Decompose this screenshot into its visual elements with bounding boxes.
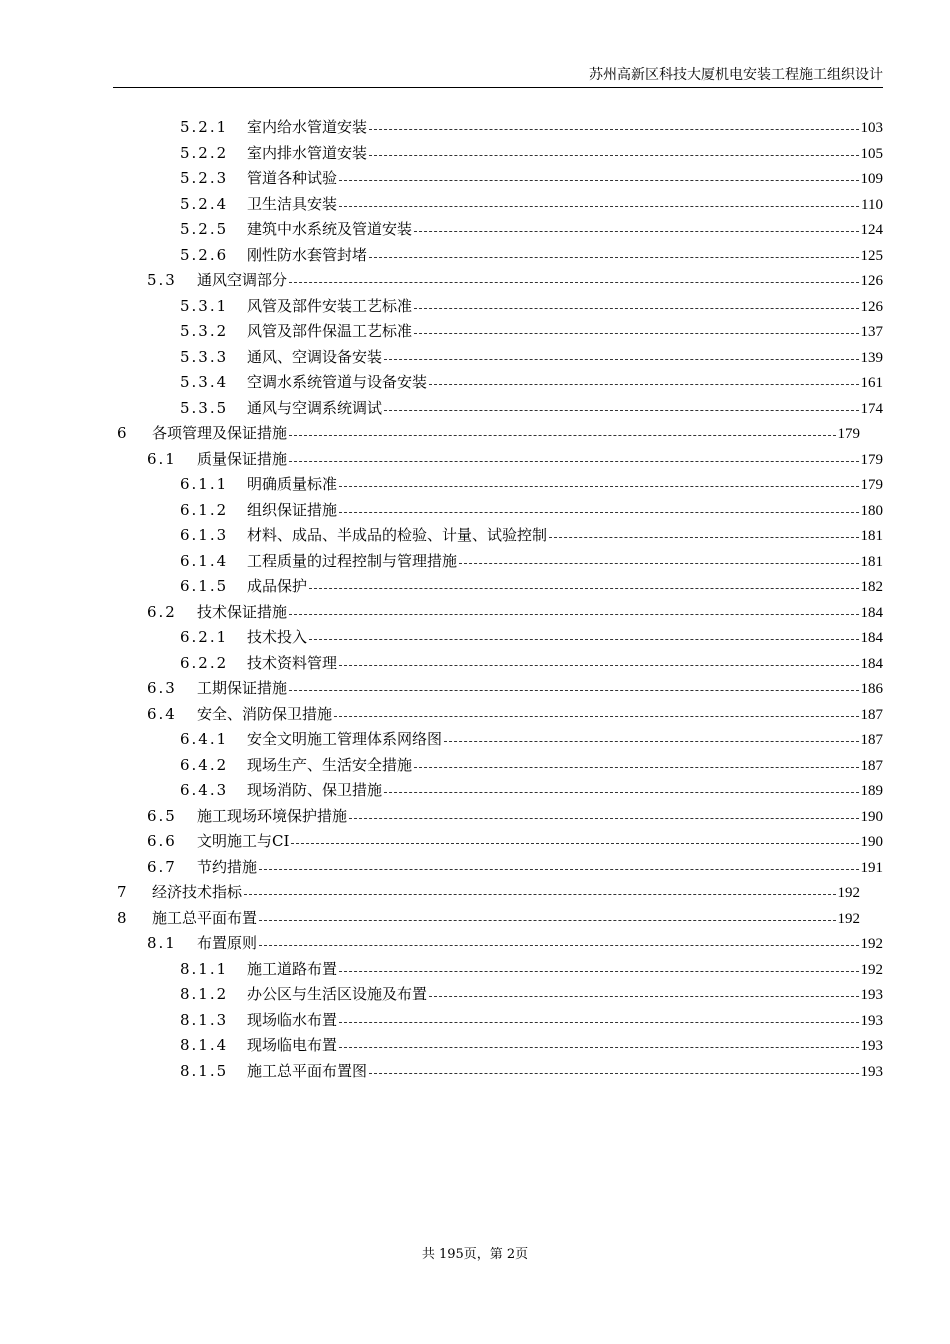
- page-footer: 共 195页，第 2页: [421, 1247, 529, 1262]
- toc-entry-title: 通风、空调设备安装: [247, 347, 383, 366]
- toc-entry-title: 施工总平面布置图: [247, 1061, 368, 1080]
- toc-entry[interactable]: [147, 830, 883, 852]
- toc-entry-number: 6.1: [147, 449, 177, 468]
- toc-entry[interactable]: [180, 550, 883, 572]
- toc-entry-page: 192: [860, 961, 883, 978]
- header-rule: [113, 87, 883, 88]
- toc-entry-page: 187: [860, 732, 883, 748]
- toc-entry-title: 空调水系统管道与设备安装: [247, 373, 428, 391]
- toc-entry-page: 193: [860, 987, 883, 1003]
- toc-entry-page: 179: [860, 477, 883, 493]
- toc-entry-page: 174: [860, 400, 883, 417]
- toc-entry[interactable]: [180, 754, 883, 776]
- toc-dot-leader: [414, 230, 858, 232]
- toc-entry-page: 193: [860, 1012, 883, 1029]
- toc-entry-title: 管道各种试验: [247, 169, 338, 187]
- toc-entry-page: 192: [837, 885, 860, 901]
- toc-entry-title: 室内给水管道安装: [247, 118, 368, 136]
- toc-entry-title: 风管及部件安装工艺标准: [247, 296, 413, 315]
- toc-entry[interactable]: [180, 575, 883, 597]
- toc-dot-leader: [334, 715, 858, 717]
- toc-entry-number: 6.6: [147, 832, 177, 850]
- toc-dot-leader: [309, 587, 858, 589]
- toc-entry-title: 布置原则: [197, 934, 258, 952]
- toc-entry-title: 安全文明施工管理体系网络图: [247, 730, 443, 748]
- toc-entry[interactable]: [147, 856, 883, 878]
- toc-entry-number: 5.3.5: [180, 398, 229, 417]
- toc-dot-leader: [414, 307, 858, 309]
- toc-entry-title: 现场临水布置: [247, 1010, 338, 1029]
- toc-entry-number: 6.4.3: [180, 781, 229, 799]
- toc-entry-number: 8.1.1: [180, 959, 229, 978]
- toc-entry[interactable]: [147, 601, 883, 623]
- toc-entry-page: 179: [860, 451, 883, 468]
- toc-entry-number: 6.4.2: [180, 755, 229, 774]
- toc-dot-leader: [309, 638, 858, 640]
- toc-entry[interactable]: [180, 167, 883, 189]
- toc-dot-leader: [289, 460, 858, 462]
- toc-dot-leader: [369, 154, 858, 156]
- toc-dot-leader: [369, 256, 858, 258]
- toc-entry-number: 5.2.3: [180, 169, 229, 187]
- toc-entry-page: 182: [860, 579, 883, 595]
- toc-entry[interactable]: [180, 116, 883, 138]
- toc-dot-leader: [289, 434, 835, 436]
- toc-entry-number: 5.3.1: [180, 296, 229, 315]
- toc-entry-number: 6.2.2: [180, 653, 229, 672]
- toc-entry[interactable]: [180, 346, 883, 368]
- toc-dot-leader: [339, 970, 858, 972]
- toc-entry[interactable]: [180, 244, 883, 266]
- toc-entry-title: 各项管理及保证措施: [152, 424, 288, 442]
- toc-entry-number: 5.2.5: [180, 220, 229, 238]
- toc-entry-title: 技术保证措施: [197, 602, 288, 621]
- toc-entry-title: 节约措施: [197, 857, 258, 876]
- toc-entry-title: 刚性防水套管封堵: [247, 245, 368, 264]
- toc-entry[interactable]: [180, 397, 883, 419]
- toc-entry[interactable]: [147, 932, 883, 954]
- toc-dot-leader: [414, 332, 858, 334]
- toc-entry-title: 卫生洁具安装: [247, 194, 338, 213]
- toc-entry[interactable]: [180, 1009, 883, 1031]
- toc-entry-number: 8.1.4: [180, 1036, 229, 1054]
- toc-entry-number: 6.2.1: [180, 628, 229, 646]
- toc-entry-title: 组织保证措施: [247, 500, 338, 519]
- toc-entry-title: 成品保护: [247, 577, 308, 595]
- toc-entry-page: 180: [860, 502, 883, 519]
- toc-dot-leader: [349, 817, 858, 819]
- toc-entry-number: 6.4.1: [180, 730, 229, 748]
- toc-entry-title: 技术资料管理: [247, 653, 338, 672]
- toc-dot-leader: [339, 664, 858, 666]
- toc-entry[interactable]: [180, 320, 883, 342]
- toc-dot-leader: [291, 842, 858, 844]
- toc-entry-number: 8.1.2: [180, 985, 229, 1003]
- toc-dot-leader: [549, 536, 858, 538]
- toc-entry-title: 风管及部件保温工艺标准: [247, 322, 413, 340]
- toc-entry-number: 5.3.2: [180, 322, 229, 340]
- toc-entry-page: 184: [860, 630, 883, 646]
- toc-entry-title: 现场临电布置: [247, 1036, 338, 1054]
- toc-entry-title: 室内排水管道安装: [247, 143, 368, 162]
- toc-entry-number: 5.3.3: [180, 347, 229, 366]
- toc-entry-title: 现场生产、生活安全措施: [247, 755, 413, 774]
- running-header: 苏州高新区科技大厦机电安装工程施工组织设计: [589, 67, 883, 83]
- toc-entry[interactable]: [117, 907, 860, 929]
- toc-entry[interactable]: [147, 448, 883, 470]
- toc-dot-leader: [429, 995, 858, 997]
- toc-entry-page: 184: [860, 604, 883, 621]
- toc-entry[interactable]: [147, 703, 883, 725]
- toc-entry-number: 6.3: [147, 679, 177, 697]
- toc-entry[interactable]: [117, 422, 860, 444]
- toc-entry-number: 6.5: [147, 806, 177, 825]
- toc-entry-number: 5.2.4: [180, 194, 229, 213]
- toc-entry-title: 工程质量的过程控制与管理措施: [247, 551, 458, 570]
- toc-dot-leader: [259, 868, 858, 870]
- toc-entry-number: 8.1: [147, 934, 177, 952]
- toc-entry[interactable]: [180, 295, 883, 317]
- toc-entry[interactable]: [180, 983, 883, 1005]
- toc-entry[interactable]: [147, 805, 883, 827]
- toc-entry-page: 190: [860, 808, 883, 825]
- toc-dot-leader: [339, 1021, 858, 1023]
- toc-dot-leader: [339, 1046, 858, 1048]
- toc-entry-number: 5.2.1: [180, 118, 229, 136]
- toc-entry-page: 109: [860, 171, 883, 187]
- toc-dot-leader: [414, 766, 858, 768]
- toc-entry-title: 施工总平面布置: [152, 908, 258, 927]
- toc-entry-page: 193: [860, 1038, 883, 1054]
- toc-entry-page: 103: [860, 120, 883, 136]
- toc-entry[interactable]: [180, 473, 883, 495]
- toc-entry[interactable]: [180, 499, 883, 521]
- toc-entry[interactable]: [180, 958, 883, 980]
- toc-dot-leader: [289, 613, 858, 615]
- toc-entry-title: 现场消防、保卫措施: [247, 781, 383, 799]
- toc-entry-number: 6.4: [147, 704, 177, 723]
- toc-dot-leader: [369, 1072, 858, 1074]
- toc-entry-page: 161: [860, 375, 883, 391]
- toc-entry[interactable]: [180, 142, 883, 164]
- toc-dot-leader: [339, 485, 858, 487]
- toc-dot-leader: [369, 128, 858, 130]
- toc-entry-page: 124: [860, 222, 883, 238]
- toc-dot-leader: [289, 281, 858, 283]
- toc-entry-number: 5.2.6: [180, 245, 229, 264]
- toc-entry[interactable]: [180, 779, 883, 801]
- toc-dot-leader: [384, 358, 858, 360]
- toc-entry-title: 建筑中水系统及管道安装: [247, 220, 413, 238]
- toc-entry-title: 施工现场环境保护措施: [197, 806, 348, 825]
- toc-entry-title: 通风空调部分: [197, 271, 288, 289]
- toc-dot-leader: [444, 740, 858, 742]
- toc-dot-leader: [289, 689, 858, 691]
- toc-entry[interactable]: [180, 728, 883, 750]
- toc-entry[interactable]: [147, 269, 883, 291]
- toc-entry-title: 材料、成品、半成品的检验、计量、试验控制: [247, 526, 548, 544]
- toc-entry-number: 6.1.5: [180, 577, 229, 595]
- toc-entry-number: 8.1.5: [180, 1061, 229, 1080]
- toc-entry-title: 安全、消防保卫措施: [197, 704, 333, 723]
- toc-dot-leader: [259, 944, 858, 946]
- toc-entry-number: 6.7: [147, 857, 177, 876]
- toc-dot-leader: [339, 179, 858, 181]
- toc-entry-number: 5.2.2: [180, 143, 229, 162]
- toc-entry[interactable]: [180, 1034, 883, 1056]
- toc-entry-page: 192: [837, 910, 860, 927]
- toc-entry-number: 6.1.1: [180, 475, 229, 493]
- toc-entry-title: 施工道路布置: [247, 959, 338, 978]
- toc-entry-page: 184: [860, 655, 883, 672]
- toc-entry-title: 技术投入: [247, 628, 308, 646]
- toc-entry[interactable]: [180, 652, 883, 674]
- toc-entry-page: 193: [860, 1063, 883, 1080]
- toc-entry-page: 181: [860, 553, 883, 570]
- toc-entry-title: 办公区与生活区设施及布置: [247, 985, 428, 1003]
- toc-entry-title: 通风与空调系统调试: [247, 398, 383, 417]
- toc-entry[interactable]: [180, 218, 883, 240]
- toc-dot-leader: [339, 511, 858, 513]
- toc-dot-leader: [244, 893, 835, 895]
- toc-dot-leader: [259, 919, 835, 921]
- toc-entry-page: 187: [860, 706, 883, 723]
- toc-entry-page: 110: [861, 196, 883, 213]
- toc-entry-page: 186: [860, 681, 883, 697]
- toc-entry[interactable]: [180, 524, 883, 546]
- toc-entry-page: 190: [860, 834, 883, 850]
- toc-dot-leader: [384, 409, 858, 411]
- toc-entry-page: 191: [860, 859, 883, 876]
- toc-entry-page: 179: [837, 426, 860, 442]
- toc-entry-number: 6.1.2: [180, 500, 229, 519]
- toc-entry-title: 明确质量标准: [247, 475, 338, 493]
- toc-entry-page: 181: [860, 528, 883, 544]
- toc-entry-number: 8: [117, 908, 129, 927]
- toc-dot-leader: [384, 791, 858, 793]
- toc-dot-leader: [459, 562, 858, 564]
- toc-entry-page: 189: [860, 783, 883, 799]
- toc-entry-number: 5.3.4: [180, 373, 229, 391]
- toc-entry[interactable]: [180, 193, 883, 215]
- toc-dot-leader: [429, 383, 858, 385]
- toc-entry-number: 6.2: [147, 602, 177, 621]
- toc-entry-page: 192: [860, 936, 883, 952]
- toc-entry-title: 质量保证措施: [197, 449, 288, 468]
- toc-entry-title: 经济技术指标: [152, 883, 243, 901]
- toc-entry-number: 6.1.3: [180, 526, 229, 544]
- toc-entry-number: 6: [117, 424, 129, 442]
- toc-entry-page: 126: [860, 298, 883, 315]
- toc-entry-page: 187: [860, 757, 883, 774]
- toc-entry-title: 文明施工与CI: [197, 832, 290, 850]
- toc-entry-number: 7: [117, 883, 129, 901]
- toc-entry-page: 139: [860, 349, 883, 366]
- toc-entry[interactable]: [180, 1060, 883, 1082]
- toc-entry-number: 6.1.4: [180, 551, 229, 570]
- toc-dot-leader: [339, 205, 859, 207]
- toc-entry[interactable]: [117, 881, 860, 903]
- toc-entry[interactable]: [180, 371, 883, 393]
- toc-entry-page: 105: [860, 145, 883, 162]
- toc-entry-page: 137: [860, 324, 883, 340]
- toc-entry-number: 5.3: [147, 271, 177, 289]
- toc-entry[interactable]: [180, 626, 883, 648]
- toc-entry-title: 工期保证措施: [197, 679, 288, 697]
- toc-entry-page: 126: [860, 273, 883, 289]
- toc-entry-number: 8.1.3: [180, 1010, 229, 1029]
- toc-entry-page: 125: [860, 247, 883, 264]
- toc-entry[interactable]: [147, 677, 883, 699]
